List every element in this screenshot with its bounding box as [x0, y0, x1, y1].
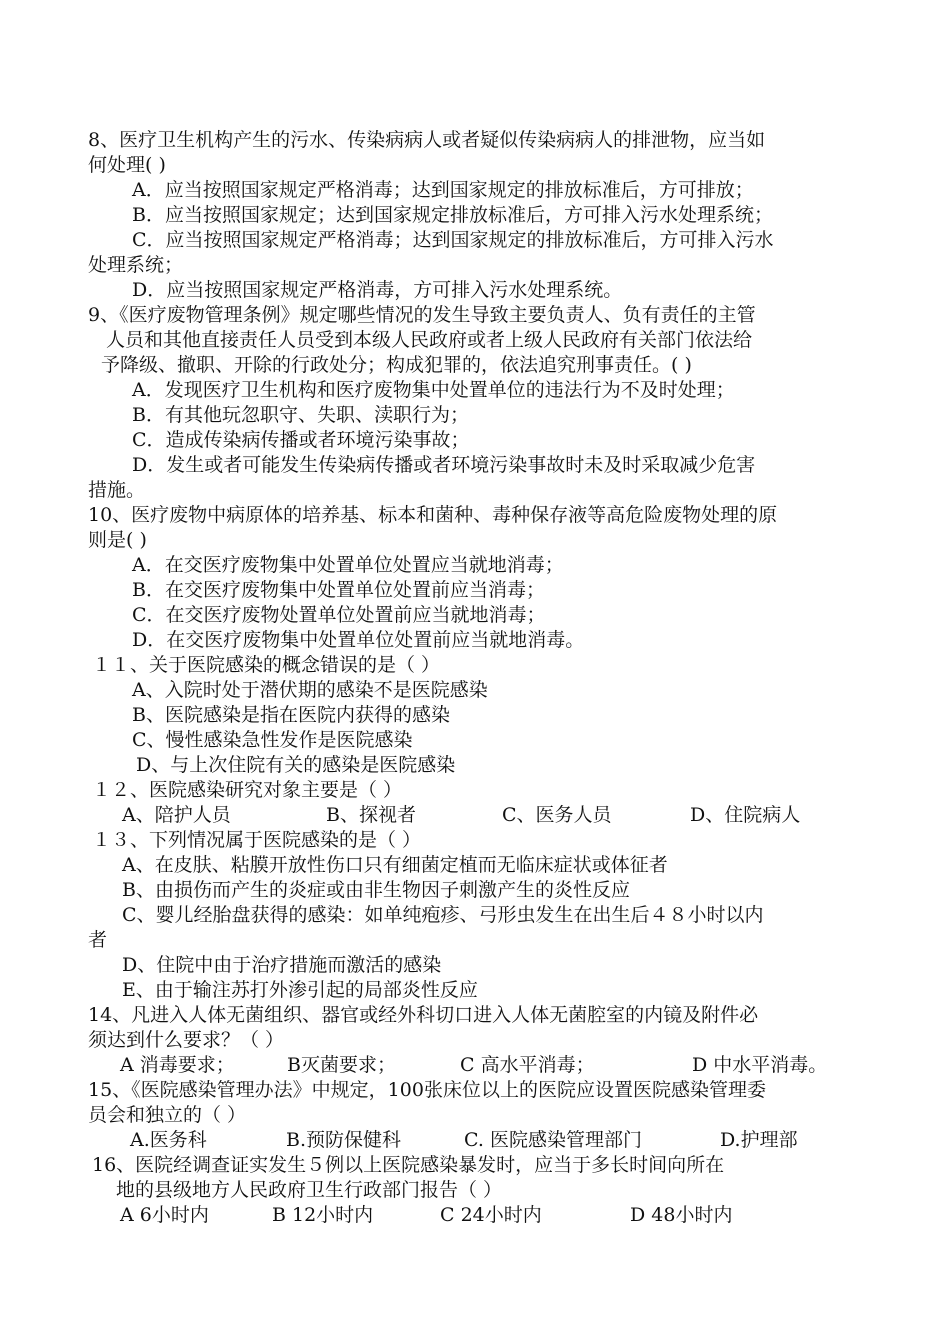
question-10-stem-line-1: 10、医疗废物中病原体的培养基、标本和菌种、毒种保存液等高危险废物处理的原 — [88, 504, 778, 526]
question-16-option-c: C 24小时内 — [440, 1204, 542, 1226]
question-12-stem: １２、医院感染研究对象主要是（ ） — [92, 779, 403, 801]
question-8-option-c-line-2: 处理系统； — [88, 254, 184, 276]
question-8-stem-line-1: 8、医疗卫生机构产生的污水、传染病病人或者疑似传染病病人的排泄物，应当如 — [88, 129, 766, 151]
question-14-option-a: A 消毒要求； — [120, 1054, 235, 1076]
question-12-option-c: C、医务人员 — [502, 804, 612, 826]
question-12-options — [0, 803, 950, 828]
question-15-option-c: C. 医院感染管理部门 — [464, 1129, 642, 1151]
question-14-option-c: C 高水平消毒； — [460, 1054, 595, 1076]
question-16-options — [0, 1203, 950, 1228]
question-8-option-c-line-1: C．应当按照国家规定严格消毒；达到国家规定的排放标准后，方可排入污水 — [132, 229, 774, 251]
question-16-option-a: A 6小时内 — [120, 1204, 209, 1226]
question-16-option-d: D 48小时内 — [630, 1204, 733, 1226]
question-15-options — [0, 1128, 950, 1153]
question-9-option-a: A．发现医疗卫生机构和医疗废物集中处置单位的违法行为不及时处理； — [132, 379, 735, 401]
question-9-stem-line-2: 人员和其他直接责任人员受到本级人民政府或者上级人民政府有关部门依法给 — [106, 329, 753, 351]
question-13-option-c-line-2: 者 — [88, 929, 108, 951]
question-11-option-c: C、慢性感染急性发作是医院感染 — [132, 729, 413, 751]
question-13-option-a: A、在皮肤、粘膜开放性伤口只有细菌定植而无临床症状或体征者 — [122, 854, 668, 876]
question-8-option-b: B．应当按照国家规定；达到国家规定排放标准后，方可排入污水处理系统； — [132, 204, 773, 226]
question-14-options — [0, 1053, 950, 1078]
question-13-option-c-line-1: C、婴儿经胎盘获得的感染：如单纯疱疹、弓形虫发生在出生后４８小时以内 — [122, 904, 764, 926]
question-8-option-a: A．应当按照国家规定严格消毒；达到国家规定的排放标准后，方可排放； — [132, 179, 754, 201]
question-15-option-d: D.护理部 — [720, 1129, 798, 1151]
question-14-option-b: B灭菌要求； — [287, 1054, 396, 1076]
question-12-option-a: A、陪护人员 — [122, 804, 231, 826]
question-11-option-b: B、医院感染是指在医院内获得的感染 — [132, 704, 450, 726]
question-11-stem: １１、关于医院感染的概念错误的是（ ） — [92, 654, 441, 676]
question-11-option-d: D、与上次住院有关的感染是医院感染 — [136, 754, 456, 776]
question-9-option-b: B．有其他玩忽职守、失职、渎职行为； — [132, 404, 469, 426]
question-16-stem-line-1: 16、医院经调查证实发生５例以上医院感染暴发时，应当于多长时间向所在 — [92, 1154, 725, 1176]
question-9-option-c: C．造成传染病传播或者环境污染事故； — [132, 429, 470, 451]
question-10-stem-line-2: 则是( ) — [88, 529, 147, 551]
question-13-option-b: B、由损伤而产生的炎症或由非生物因子刺激产生的炎性反应 — [122, 879, 630, 901]
question-8-stem-line-2: 何处理( ) — [88, 154, 166, 176]
question-11-option-a: A、入院时处于潜伏期的感染不是医院感染 — [132, 679, 488, 701]
question-13-option-e: E、由于输注苏打外渗引起的局部炎性反应 — [122, 979, 478, 1001]
question-14-stem-line-1: 14、凡进入人体无菌组织、器官或经外科切口进入人体无菌腔室的内镜及附件必 — [88, 1004, 759, 1026]
question-15-option-a: A.医务科 — [130, 1129, 207, 1151]
question-10-option-b: B．在交医疗废物集中处置单位处置前应当消毒； — [132, 579, 545, 601]
question-14-stem-line-2: 须达到什么要求？（ ） — [88, 1029, 285, 1051]
question-16-option-b: B 12小时内 — [272, 1204, 374, 1226]
question-12-option-d: D、住院病人 — [690, 804, 801, 826]
question-13-stem: １３、下列情况属于医院感染的是（ ） — [92, 829, 422, 851]
question-15-stem-line-2: 员会和独立的（ ） — [88, 1104, 247, 1126]
question-13-option-d: D、住院中由于治疗措施而激活的感染 — [122, 954, 442, 976]
question-9-stem-line-1: 9、《医疗废物管理条例》规定哪些情况的发生导致主要负责人、负有责任的主管 — [88, 304, 756, 326]
question-9-option-d-line-1: D．发生或者可能发生传染病传播或者环境污染事故时未及时采取减少危害 — [132, 454, 756, 476]
question-10-option-a: A．在交医疗废物集中处置单位处置应当就地消毒； — [132, 554, 564, 576]
question-10-option-c: C．在交医疗废物处置单位处置前应当就地消毒； — [132, 604, 546, 626]
question-9-option-d-line-2: 措施。 — [88, 479, 146, 501]
question-10-option-d: D．在交医疗废物集中处置单位处置前应当就地消毒。 — [132, 629, 585, 651]
question-15-stem-line-1: 15、《医院感染管理办法》中规定，100张床位以上的医院应设置医院感染管理委 — [88, 1079, 766, 1101]
question-8-option-d: D．应当按照国家规定严格消毒，方可排入污水处理系统。 — [132, 279, 623, 301]
question-15-option-b: B.预防保健科 — [286, 1129, 402, 1151]
question-12-option-b: B、探视者 — [326, 804, 416, 826]
question-14-option-d: D 中水平消毒。 — [692, 1054, 828, 1076]
question-16-stem-line-2: 地的县级地方人民政府卫生行政部门报告（ ） — [116, 1179, 503, 1201]
question-9-stem-line-3: 予降级、撤职、开除的行政处分；构成犯罪的，依法追究刑事责任。( ) — [101, 354, 692, 376]
